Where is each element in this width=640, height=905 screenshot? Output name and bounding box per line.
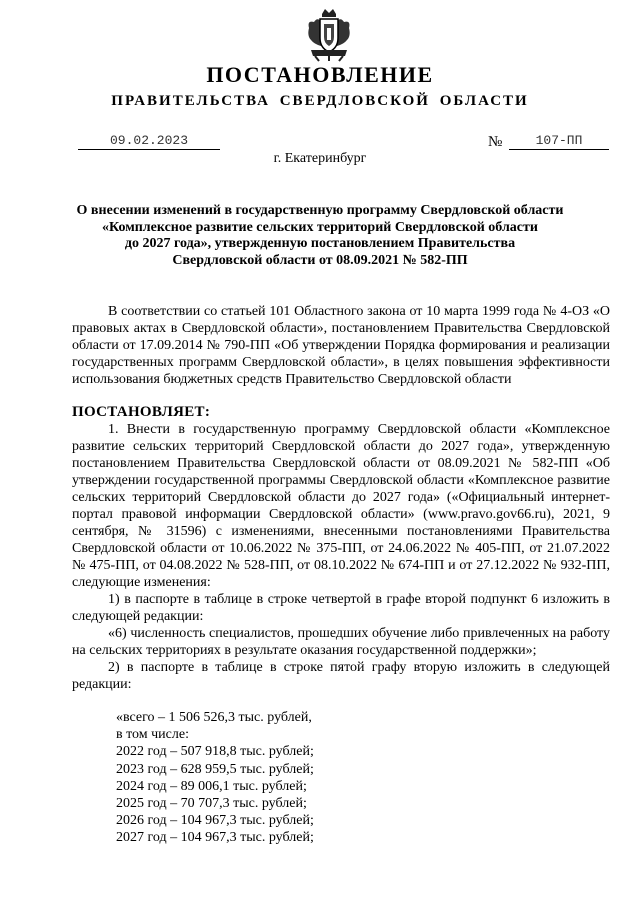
city: г. Екатеринбург: [273, 151, 367, 166]
clause-1-1: 1) в паспорте в таблице в строке четвертой в графе второй подпункт 6 изложить в следующей редакции:: [72, 592, 610, 624]
issuing-body: ПРАВИТЕЛЬСТВА СВЕРДЛОВСКОЙ ОБЛАСТИ: [111, 93, 529, 109]
document-date: 09.02.2023: [78, 133, 220, 150]
number-label: №: [488, 134, 503, 150]
clauses-section: [72, 421, 610, 693]
funding-line: 2025 год – 70 707,3 тыс. рублей;: [116, 796, 307, 812]
document-heading: [70, 203, 570, 269]
funding-line: 2023 год – 628 959,5 тыс. рублей;: [116, 761, 314, 777]
funding-line: «всего – 1 506 526,3 тыс. рублей,: [116, 710, 312, 725]
clause-1: 1. Внести в государственную программу Свердловской области «Комплексное развитие сельских территорий Свердловской области до 2027 года», утвержденную постановлением Правительства Свердловской области от 08.09.2021 № 582-ПП «Об утверждении государственной программы Свердловской области «Комплексное развитие сельских территорий Свердловской области до 2027 года» («Официальный интернет-портал правовой информации Свердловской области» (www.pravo.gov66.ru), 2021, 9 сентября, № 31596) с изменениями, внесенными постановлениями Правительства Свердловской области от 10.06.2022 № 375-ПП, от 24.06.2022 № 405-ПП, от 21.07.2022 № 475-ПП, от 04.08.2022 № 528-ПП, от 08.10.2022 № 674-ПП и от 27.12.2022 № 932-ПП, следующие изменения:: [72, 422, 610, 590]
funding-line: 2024 год – 89 006,1 тыс. рублей;: [116, 778, 307, 794]
preamble-section: [72, 303, 610, 388]
document-number: 107-ПП: [509, 133, 609, 150]
clause-1-1-text: «6) численность специалистов, прошедших обучение либо привлеченных на работу на сельских территориях в результате оказания государственной поддержки»;: [72, 626, 610, 658]
funding-list: [116, 709, 314, 847]
funding-line: 2027 год – 104 967,3 тыс. рублей;: [116, 830, 314, 846]
heading-line: О внесении изменений в государственную программу Свердловской области: [76, 203, 564, 218]
preamble-paragraph: В соответствии со статьей 101 Областного закона от 10 марта 1999 года № 4-ОЗ «О правовых актах в Свердловской области», постановлением Правительства Свердловской области от 17.09.2014 № 790-ПП «Об утверждении Порядка формирования и реализации государственных программ Свердловской области», в целях повышения эффективности использования бюджетных средств Правительство Свердловской области: [72, 304, 610, 387]
decree-word: ПОСТАНОВЛЯЕТ:: [72, 404, 211, 420]
funding-line: 2026 год – 104 967,3 тыс. рублей;: [116, 813, 314, 829]
document-title: ПОСТАНОВЛЕНИЕ: [206, 62, 434, 87]
funding-line: 2022 год – 507 918,8 тыс. рублей;: [116, 744, 314, 760]
heading-line: Свердловской области от 08.09.2021 № 582-ПП: [172, 252, 468, 268]
heading-line: «Комплексное развитие сельских территорий Свердловской области: [102, 219, 538, 235]
coat-of-arms-icon: [305, 8, 353, 62]
heading-line: до 2027 года», утвержденную постановлением Правительства: [124, 236, 516, 251]
funding-line: в том числе:: [116, 727, 189, 743]
clause-1-2: 2) в паспорте в таблице в строке пятой графу вторую изложить в следующей редакции:: [72, 660, 610, 692]
